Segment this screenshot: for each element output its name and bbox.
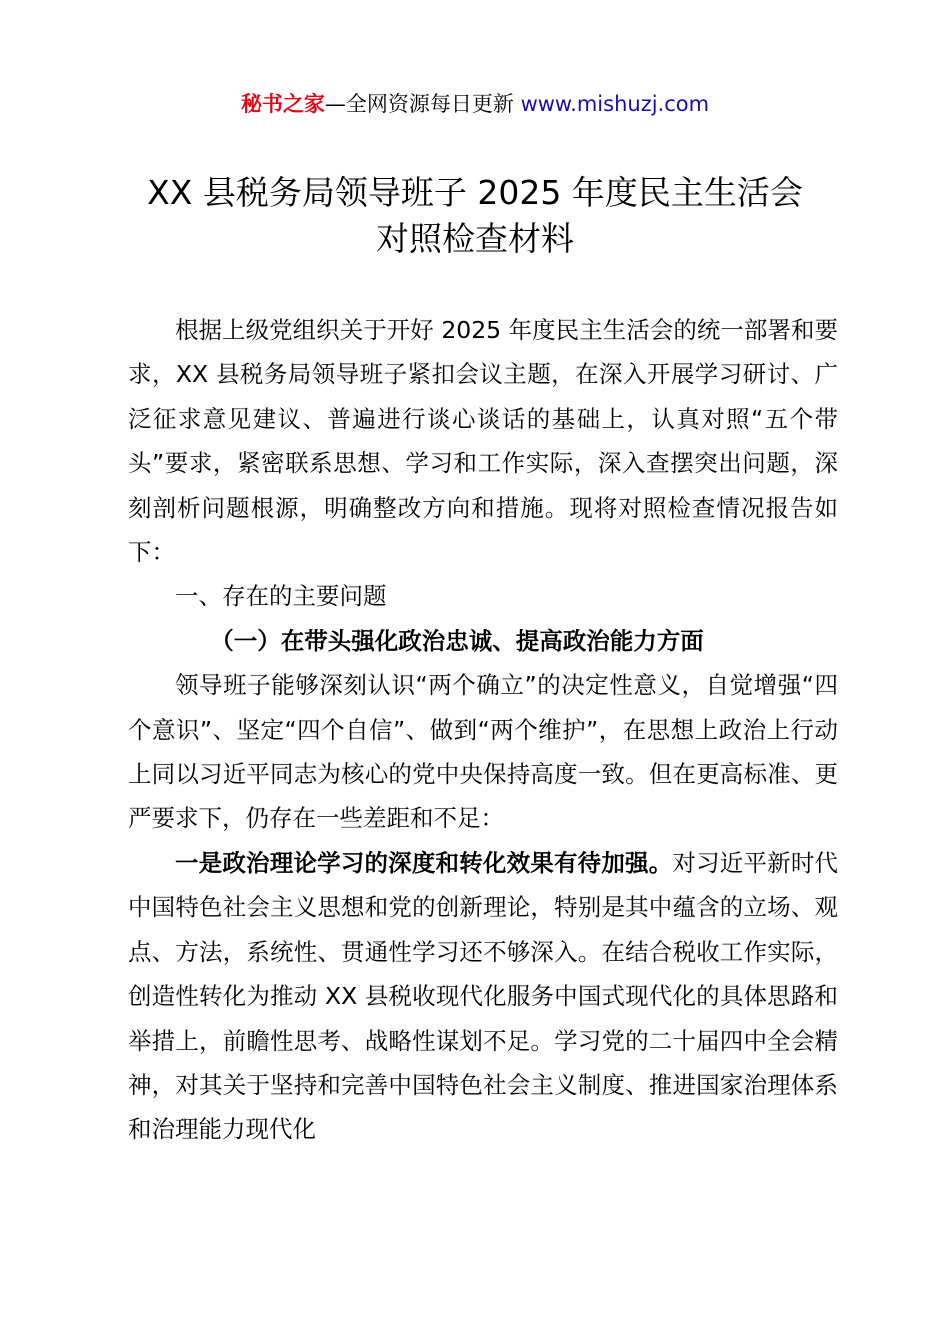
point-paragraph	[128, 841, 838, 1152]
brand-name: 秘书之家	[240, 92, 325, 116]
subsection-heading: （一）在带头强化政治忠诚、提高政治能力方面	[210, 626, 704, 655]
title-line-2: 对照检查材料	[376, 219, 574, 258]
point-text: 对习近平新时代中国特色社会主义思想和党的创新理论，特别是其中蕴含的立场、观点、方法，系统性、贯通性学习还不够深入。在结合税收工作实际，创造性转化为推动 XX 县税收现代化服务中国式现代化的具体思路和举措上，前瞻性思考、战略性谋划不足。学习党的二十届四中全会精神，对其关于坚持和完善中国特色社会主义制度、推进国家治理体系和治理能力现代化	[128, 848, 839, 1144]
title-line-1: XX 县税务局领导班子 2025 年度民主生活会	[147, 173, 803, 212]
intro-paragraph: 根据上级党组织关于开好 2025 年度民主生活会的统一部署和要求，XX 县税务局领导班子紧扣会议主题，在深入开展学习研讨、广泛征求意见建议、普遍进行谈心谈话的基础上，认真对照“五个带头”要求，紧密联系思想、学习和工作实际，深入查摆突出问题，深刻剖析问题根源，明确整改方向和措施。现将对照检查情况报告如下：	[128, 316, 838, 567]
document-title	[100, 170, 850, 262]
point-lead: 一是政治理论学习的深度和转化效果有待加强。	[175, 848, 673, 877]
subsection-paragraph: 领导班子能够深刻认识“两个确立”的决定性意义，自觉增强“四个意识”、坚定“四个自信”、做到“两个维护”，在思想上政治上行动上同以习近平同志为核心的党中央保持高度一致。但在更高标准、更严要求下，仍存在一些差距和不足：	[128, 671, 838, 833]
banner-tagline: —全网资源每日更新	[324, 92, 521, 116]
site-banner	[0, 88, 950, 120]
document-body	[128, 308, 838, 1152]
site-url-link[interactable]: www.mishuzj.com	[520, 92, 710, 116]
section-heading: 一、存在的主要问题	[175, 582, 387, 611]
